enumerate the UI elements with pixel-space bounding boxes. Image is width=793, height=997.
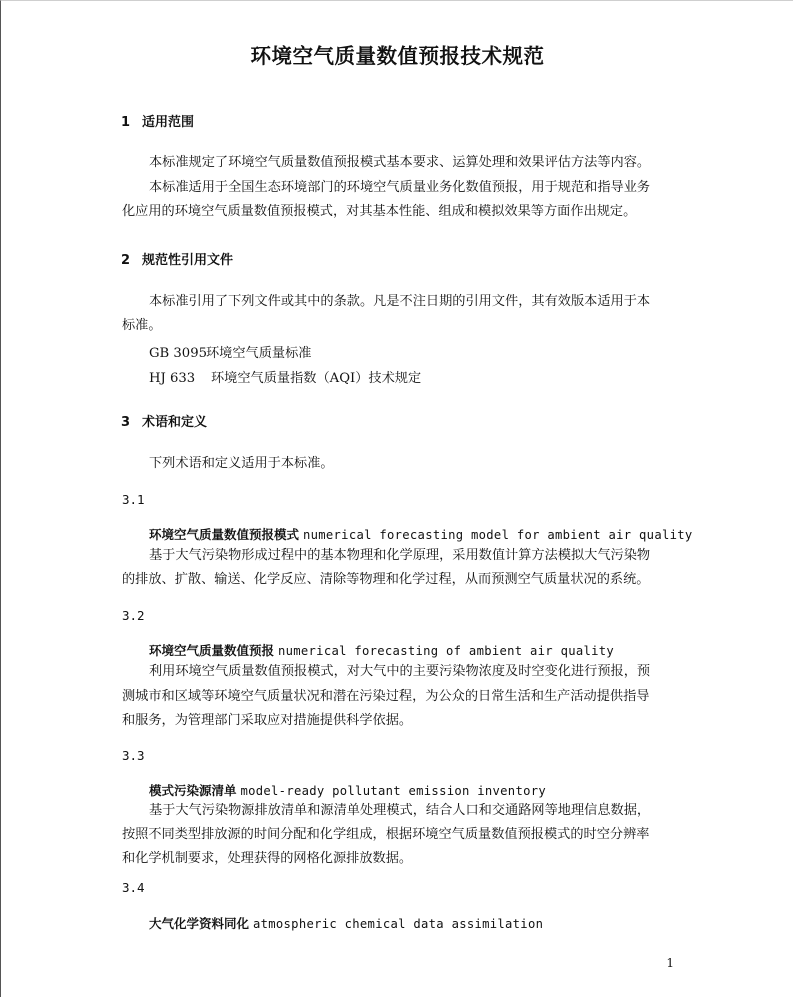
section-number: 1 [121,115,131,130]
term-english: model-ready pollutant emission inventory [240,784,546,798]
document-title: 环境空气质量数值预报技术规范 [250,44,545,68]
term-chinese: 大气化学资料同化 [149,916,250,931]
paragraph-line: 的排放、扩散、输送、化学反应、清除等物理和化学过程，从而预测空气质量状况的系统。 [122,572,650,587]
paragraph-line: 和化学机制要求，处理获得的网格化源排放数据。 [122,851,413,866]
term-english: numerical forecasting of ambient air quality [278,644,615,658]
reference-code: GB 3095 [149,346,207,361]
section-title: 适用范围 [142,115,195,130]
reference-name: 环境空气质量指数（AQI）技术规定 [211,371,422,386]
paragraph-line: 按照不同类型排放源的时间分配和化学组成，根据环境空气质量数值预报模式的时空分辨率 [122,827,650,842]
paragraph-line: 和服务，为管理部门采取应对措施提供科学依据。 [122,713,413,728]
reference-item [149,367,421,386]
section-1-heading [121,111,194,130]
paragraph-line: 化应用的环境空气质量数值预报模式，对其基本性能、组成和模拟效果等方面作出规定。 [122,204,637,219]
term-chinese: 环境空气质量数值预报模式 [149,527,300,542]
paragraph-line: 基于大气污染物源排放清单和源清单处理模式，结合人口和交通路网等地理信息数据， [149,803,651,818]
term-heading [149,525,693,543]
paragraph-line: 本标准引用了下列文件或其中的条款。凡是不注日期的引用文件，其有效版本适用于本 [149,294,651,309]
term-heading [149,781,546,799]
paragraph-line: 基于大气污染物形成过程中的基本物理和化学原理，采用数值计算方法模拟大气污染物 [149,548,651,563]
paragraph-line: 测城市和区域等环境空气质量状况和潜在污染过程，为公众的日常生活和生产活动提供指导 [122,689,650,704]
subsection-number: 3.1 [122,492,145,507]
term-english: numerical forecasting model for ambient air quality [303,528,693,542]
term-english: atmospheric chemical data assimilation [253,917,544,931]
paragraph-line: 本标准规定了环境空气质量数值预报模式基本要求、运算处理和效果评估方法等内容。 [149,155,651,170]
paragraph-line: 本标准适用于全国生态环境部门的环境空气质量业务化数值预报，用于规范和指导业务 [149,180,651,195]
paragraph-line: 利用环境空气质量数值预报模式，对大气中的主要污染物浓度及时空变化进行预报，预 [149,664,651,679]
term-heading [149,641,614,659]
section-title: 规范性引用文件 [142,253,234,268]
page-number: 1 [666,956,674,970]
section-title: 术语和定义 [142,415,208,430]
term-chinese: 环境空气质量数值预报 [149,643,275,658]
reference-code: HJ 633 [149,371,196,386]
paragraph-line: 下列术语和定义适用于本标准。 [149,456,334,471]
subsection-number: 3.3 [122,748,145,763]
paragraph-line: 标准。 [122,318,162,333]
term-heading [149,914,543,932]
reference-name: 环境空气质量标准 [206,346,312,361]
term-chinese: 模式污染源清单 [149,783,237,798]
section-number: 2 [121,253,131,268]
section-3-heading [121,411,207,430]
section-2-heading [121,249,233,268]
section-number: 3 [121,415,131,430]
subsection-number: 3.2 [122,608,145,623]
subsection-number: 3.4 [122,880,145,895]
reference-item [149,342,312,361]
